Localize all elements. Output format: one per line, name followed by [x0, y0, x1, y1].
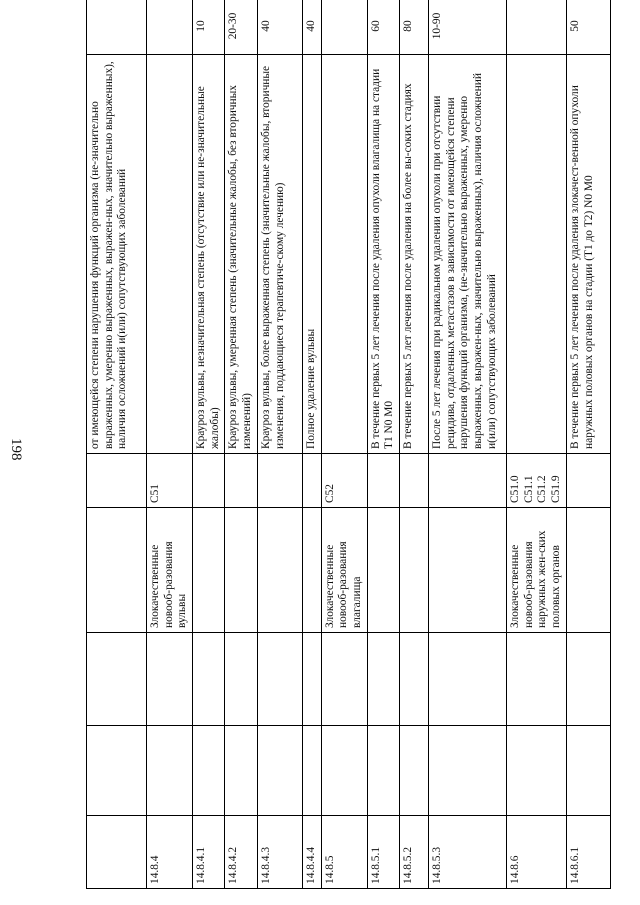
description-cell: Полное удаление вульвы [302, 55, 321, 454]
diagnosis-cell: Злокачественные новооб-разования влагалища [321, 508, 367, 633]
table-row [87, 0, 147, 889]
empty-cell [225, 633, 257, 726]
description-cell: Крауроз вульвы, незначительная степень (отсутствие или не-значительные жалобы) [193, 55, 225, 454]
row-code-cell [87, 816, 147, 889]
icd-code: C51.9 [550, 475, 562, 503]
empty-cell [302, 633, 321, 726]
row-code-cell: 14.8.6.1 [566, 816, 610, 889]
diagnosis-cell: Злокачественные новооб-разования наружных жен-ских половых органов [506, 508, 566, 633]
diagnosis-cell [428, 508, 506, 633]
empty-cell [147, 633, 193, 726]
empty-cell [321, 726, 367, 816]
page-number: 198 [8, 438, 24, 461]
row-code-cell: 14.8.4 [147, 816, 193, 889]
empty-cell [566, 633, 610, 726]
icd-code-cell [566, 454, 610, 508]
percent-cell [321, 0, 367, 55]
empty-cell [428, 633, 506, 726]
empty-cell [193, 633, 225, 726]
row-code-cell: 14.8.4.2 [225, 816, 257, 889]
table-row [399, 0, 428, 889]
row-code-cell: 14.8.4.4 [302, 816, 321, 889]
percent-cell: 60 [367, 0, 399, 55]
description-cell [321, 55, 367, 454]
empty-cell [367, 633, 399, 726]
empty-cell [147, 726, 193, 816]
icd-code: C51.1 [522, 475, 535, 503]
empty-cell [506, 726, 566, 816]
empty-cell [257, 726, 302, 816]
icd-code-cell [193, 454, 225, 508]
row-code-cell: 14.8.5.1 [367, 816, 399, 889]
rotated-page-content [86, 9, 595, 889]
empty-cell [87, 633, 147, 726]
diagnosis-cell [367, 508, 399, 633]
empty-cell [321, 633, 367, 726]
description-cell: В течение первых 5 лет лечения после удаления на более вы-соких стадиях [399, 55, 428, 454]
description-cell: Крауроз вульвы, умеренная степень (значительные жалобы, без вторичных изменений) [225, 55, 257, 454]
percent-cell [506, 0, 566, 55]
table-row [566, 0, 610, 889]
icd-code: C51.2 [536, 475, 549, 503]
percent-cell [147, 0, 193, 55]
row-code-cell: 14.8.5 [321, 816, 367, 889]
row-code-cell: 14.8.5.3 [428, 816, 506, 889]
table-row [321, 0, 367, 889]
icd-code-cell [302, 454, 321, 508]
table-row [193, 0, 225, 889]
empty-cell [225, 726, 257, 816]
row-code-cell: 14.8.6 [506, 816, 566, 889]
icd-code-cell [399, 454, 428, 508]
percent-cell: 50 [566, 0, 610, 55]
table-row [506, 0, 566, 889]
disability-criteria-table [86, 0, 611, 889]
description-cell [506, 55, 566, 454]
icd-code-cell [257, 454, 302, 508]
row-code-cell: 14.8.4.3 [257, 816, 302, 889]
diagnosis-cell [566, 508, 610, 633]
icd-code-cell [225, 454, 257, 508]
percent-cell: 10-90 [428, 0, 506, 55]
table-row [428, 0, 506, 889]
diagnosis-cell: Злокачественные новооб-разования вульвы [147, 508, 193, 633]
table-row [302, 0, 321, 889]
description-cell: от имеющейся степени нарушения функций организма (не-значительно выраженных, умеренно выраженных, выражен-ных, значительно выраженных), наличия осложнений и(или) сопутствующих заболеваний [87, 55, 147, 454]
percent-cell [87, 0, 147, 55]
empty-cell [87, 726, 147, 816]
row-code-cell: 14.8.4.1 [193, 816, 225, 889]
diagnosis-cell [257, 508, 302, 633]
icd-code: C51.0 [508, 475, 521, 503]
percent-cell: 10 [193, 0, 225, 55]
icd-code: C52 [323, 484, 336, 503]
description-cell: В течение первых 5 лет лечения после удаления злокачест-венной опухоли наружных половых органов на стадии (T1 до T2) N0 M0 [566, 55, 610, 454]
empty-cell [506, 633, 566, 726]
empty-cell [367, 726, 399, 816]
icd-code-cell [321, 454, 367, 508]
row-code-cell: 14.8.5.2 [399, 816, 428, 889]
diagnosis-cell [302, 508, 321, 633]
diagnosis-cell [225, 508, 257, 633]
diagnosis-cell [399, 508, 428, 633]
description-cell: В течение первых 5 лет лечения после удаления опухоли влагалища на стадии T1 N0 M0 [367, 55, 399, 454]
description-cell: Крауроз вульвы, более выраженная степень (значительные жалобы, вторичные изменения, поддающиеся терапевтиче-скому лечению) [257, 55, 302, 454]
table-row [147, 0, 193, 889]
empty-cell [428, 726, 506, 816]
percent-cell: 80 [399, 0, 428, 55]
table-row [367, 0, 399, 889]
empty-cell [193, 726, 225, 816]
table-row [225, 0, 257, 889]
diagnosis-cell [87, 508, 147, 633]
icd-code-cell [367, 454, 399, 508]
description-cell: После 5 лет лечения при радикальном удалении опухоли при отсутствии рецидива, отдаленных метастазов в зависимости от имеющейся степени нарушения функций организма, (не-значительно выраженных, умеренно выраженных, выражен-ных, значительно выраженных), наличия осложнений и(или) сопутствующих заболеваний [428, 55, 506, 454]
table-row [257, 0, 302, 889]
empty-cell [399, 633, 428, 726]
empty-cell [257, 633, 302, 726]
percent-cell: 20-30 [225, 0, 257, 55]
empty-cell [399, 726, 428, 816]
icd-code: C51 [149, 484, 161, 503]
empty-cell [302, 726, 321, 816]
empty-cell [566, 726, 610, 816]
description-cell [147, 55, 193, 454]
icd-code-cell [428, 454, 506, 508]
percent-cell: 40 [257, 0, 302, 55]
icd-code-cell [506, 454, 566, 508]
percent-cell: 40 [302, 0, 321, 55]
diagnosis-cell [193, 508, 225, 633]
table-body [87, 0, 611, 889]
icd-code-cell [147, 454, 193, 508]
icd-code-cell [87, 454, 147, 508]
